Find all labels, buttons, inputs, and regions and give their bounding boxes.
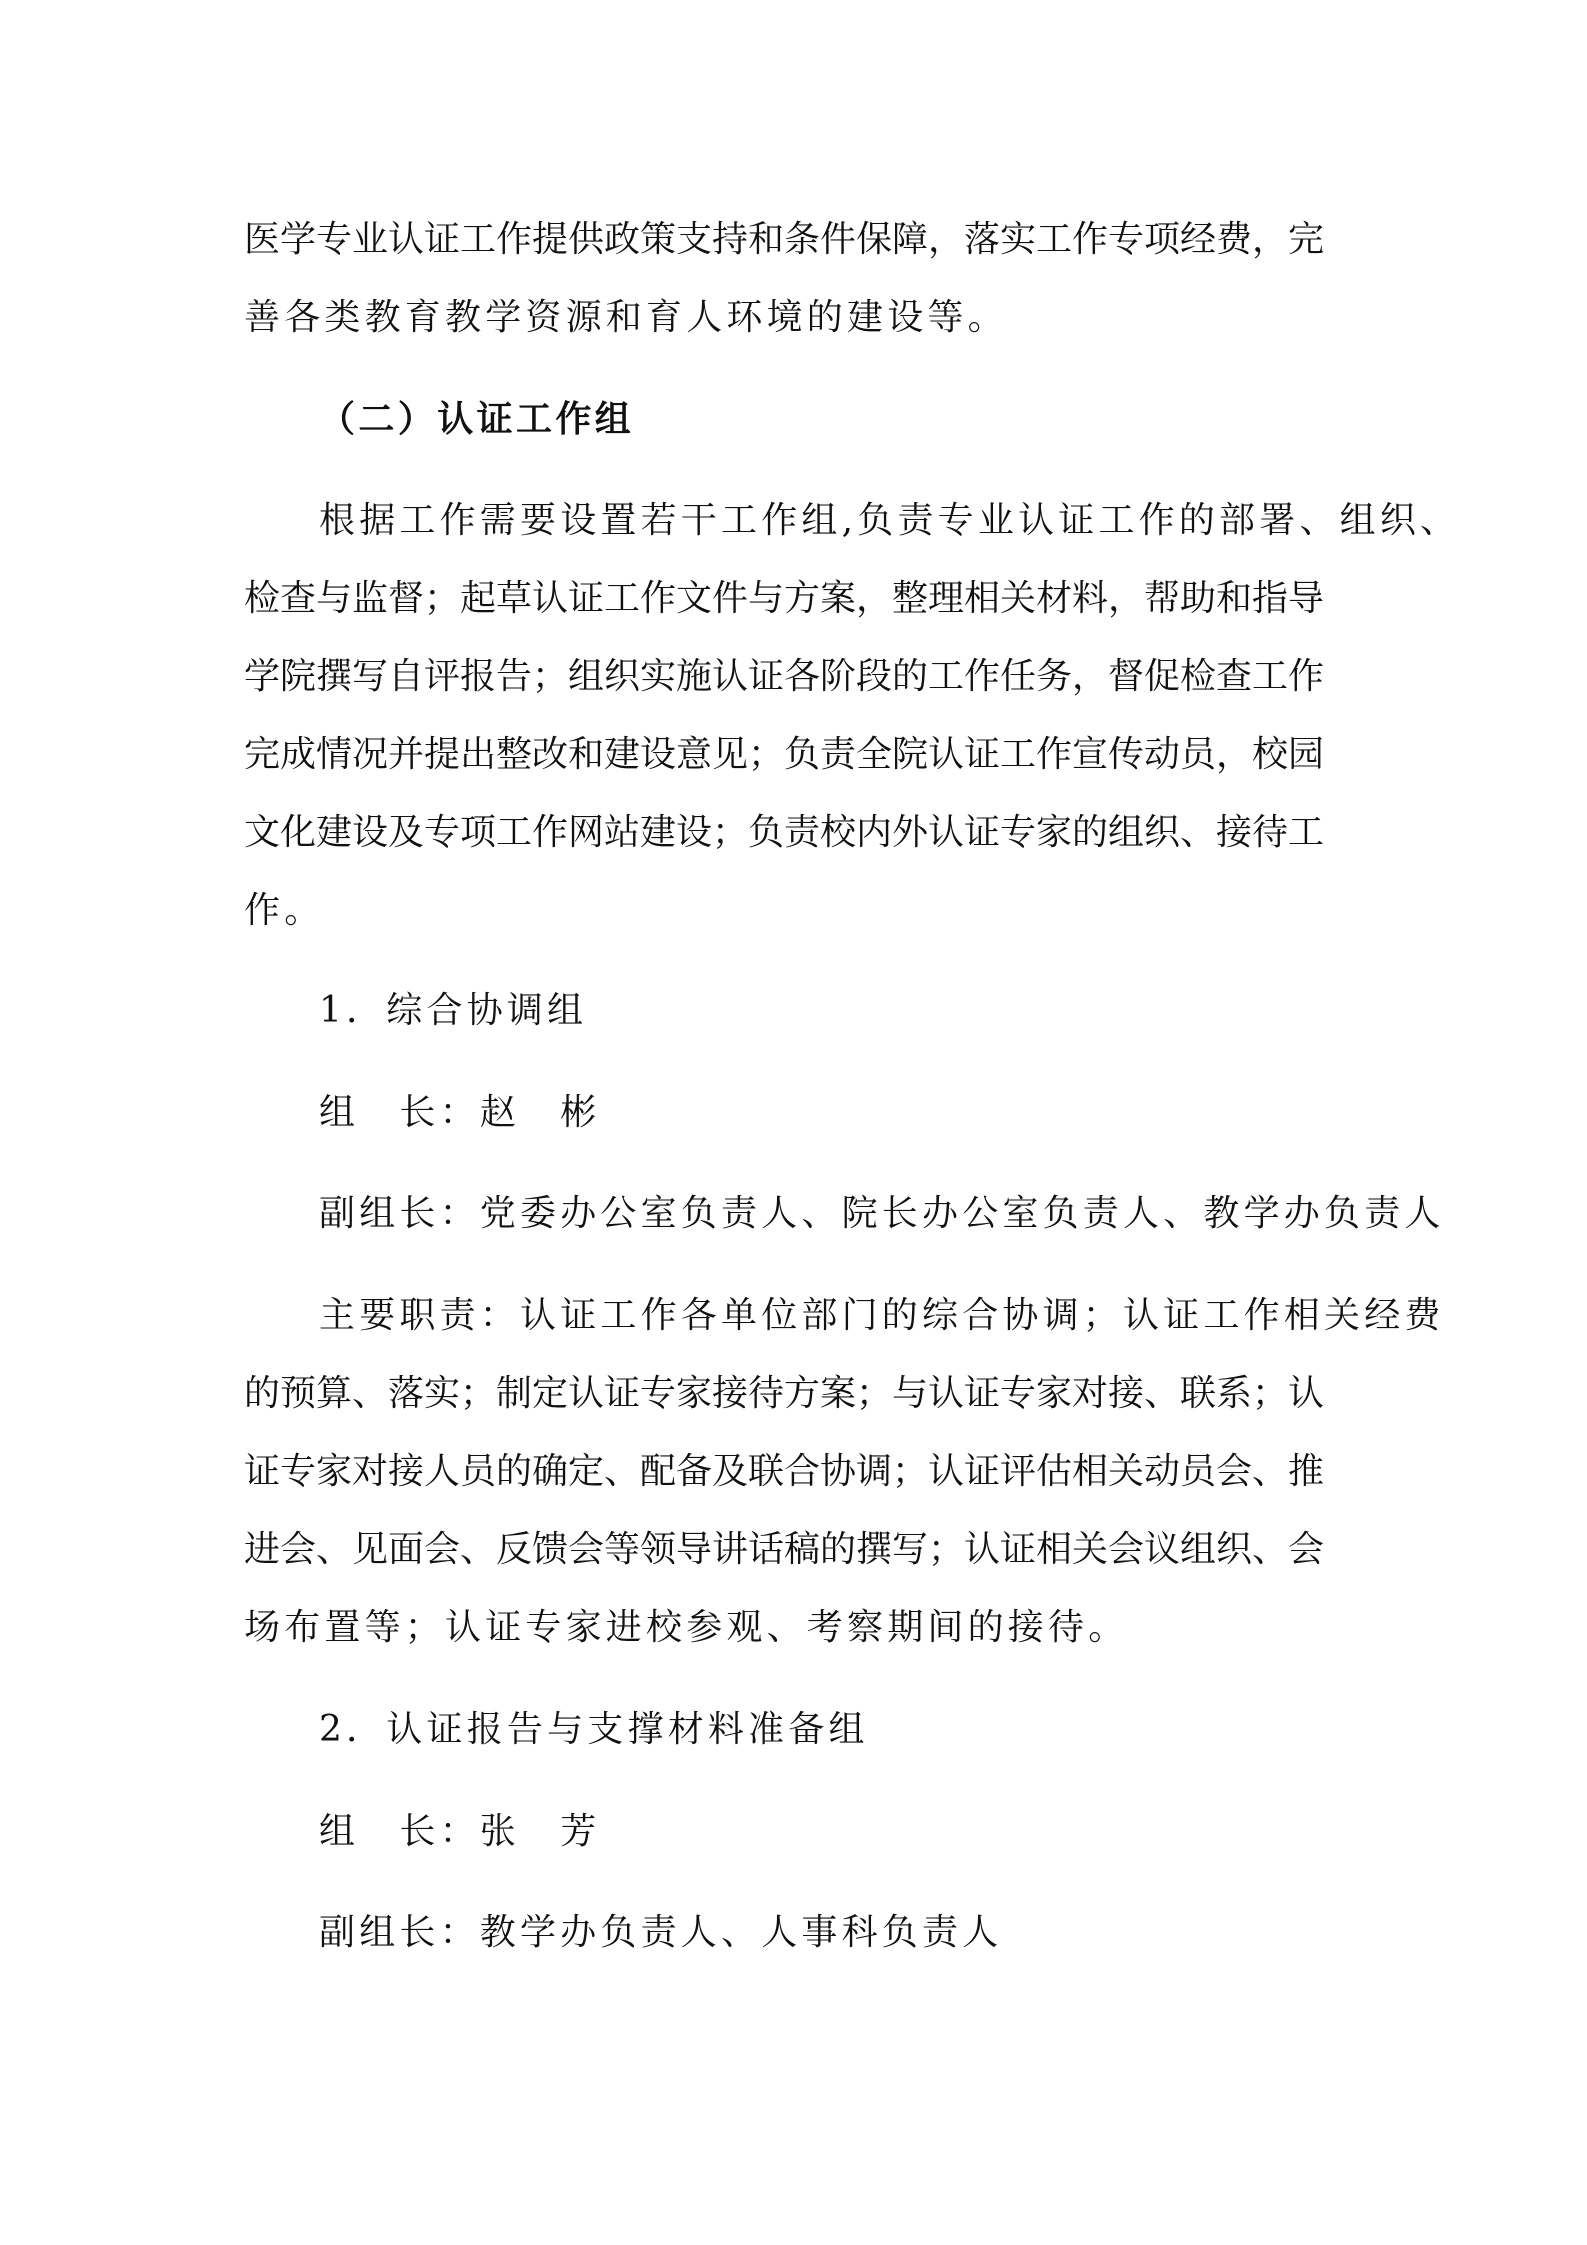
paragraph-line: 医学专业认证工作提供政策支持和条件保障，落实工作专项经费，完 — [244, 219, 1325, 260]
paragraph-line: 场布置等；认证专家进校参观、考察期间的接待。 — [244, 1607, 1129, 1648]
group-leader: 组 长：张 芳 — [319, 1811, 601, 1852]
paragraph-line: 学院撰写自评报告；组织实施认证各阶段的工作任务，督促检查工作 — [244, 656, 1325, 697]
paragraph-line: 主要职责：认证工作各单位部门的综合协调；认证工作相关经费 — [319, 1295, 1445, 1336]
group-title: 1．综合协调组 — [319, 990, 588, 1031]
paragraph-line: 作。 — [244, 890, 325, 931]
paragraph-line: 的预算、落实；制定认证专家接待方案；与认证专家对接、联系；认 — [244, 1373, 1325, 1414]
group-leader: 组 长：赵 彬 — [319, 1092, 601, 1133]
paragraph-line: 根据工作需要设置若干工作组,负责专业认证工作的部署、组织、 — [319, 500, 1461, 541]
paragraph-line: 文化建设及专项工作网站建设；负责校内外认证专家的组织、接待工 — [244, 812, 1325, 853]
paragraph-line: 证专家对接人员的确定、配备及联合协调；认证评估相关动员会、推 — [244, 1451, 1325, 1492]
paragraph-line: 检查与监督；起草认证工作文件与方案，整理相关材料，帮助和指导 — [244, 578, 1325, 619]
paragraph-line: 进会、见面会、反馈会等领导讲话稿的撰写；认证相关会议组织、会 — [244, 1529, 1325, 1570]
group-deputy: 副组长：党委办公室负责人、院长办公室负责人、教学办负责人 — [319, 1193, 1445, 1234]
paragraph-line: 完成情况并提出整改和建设意见；负责全院认证工作宣传动员，校园 — [244, 734, 1325, 775]
paragraph-line: 善各类教育教学资源和育人环境的建设等。 — [244, 297, 1008, 338]
group-title: 2．认证报告与支撑材料准备组 — [319, 1709, 869, 1750]
group-deputy: 副组长：教学办负责人、人事科负责人 — [319, 1912, 1003, 1953]
section-heading: （二）认证工作组 — [319, 398, 635, 440]
